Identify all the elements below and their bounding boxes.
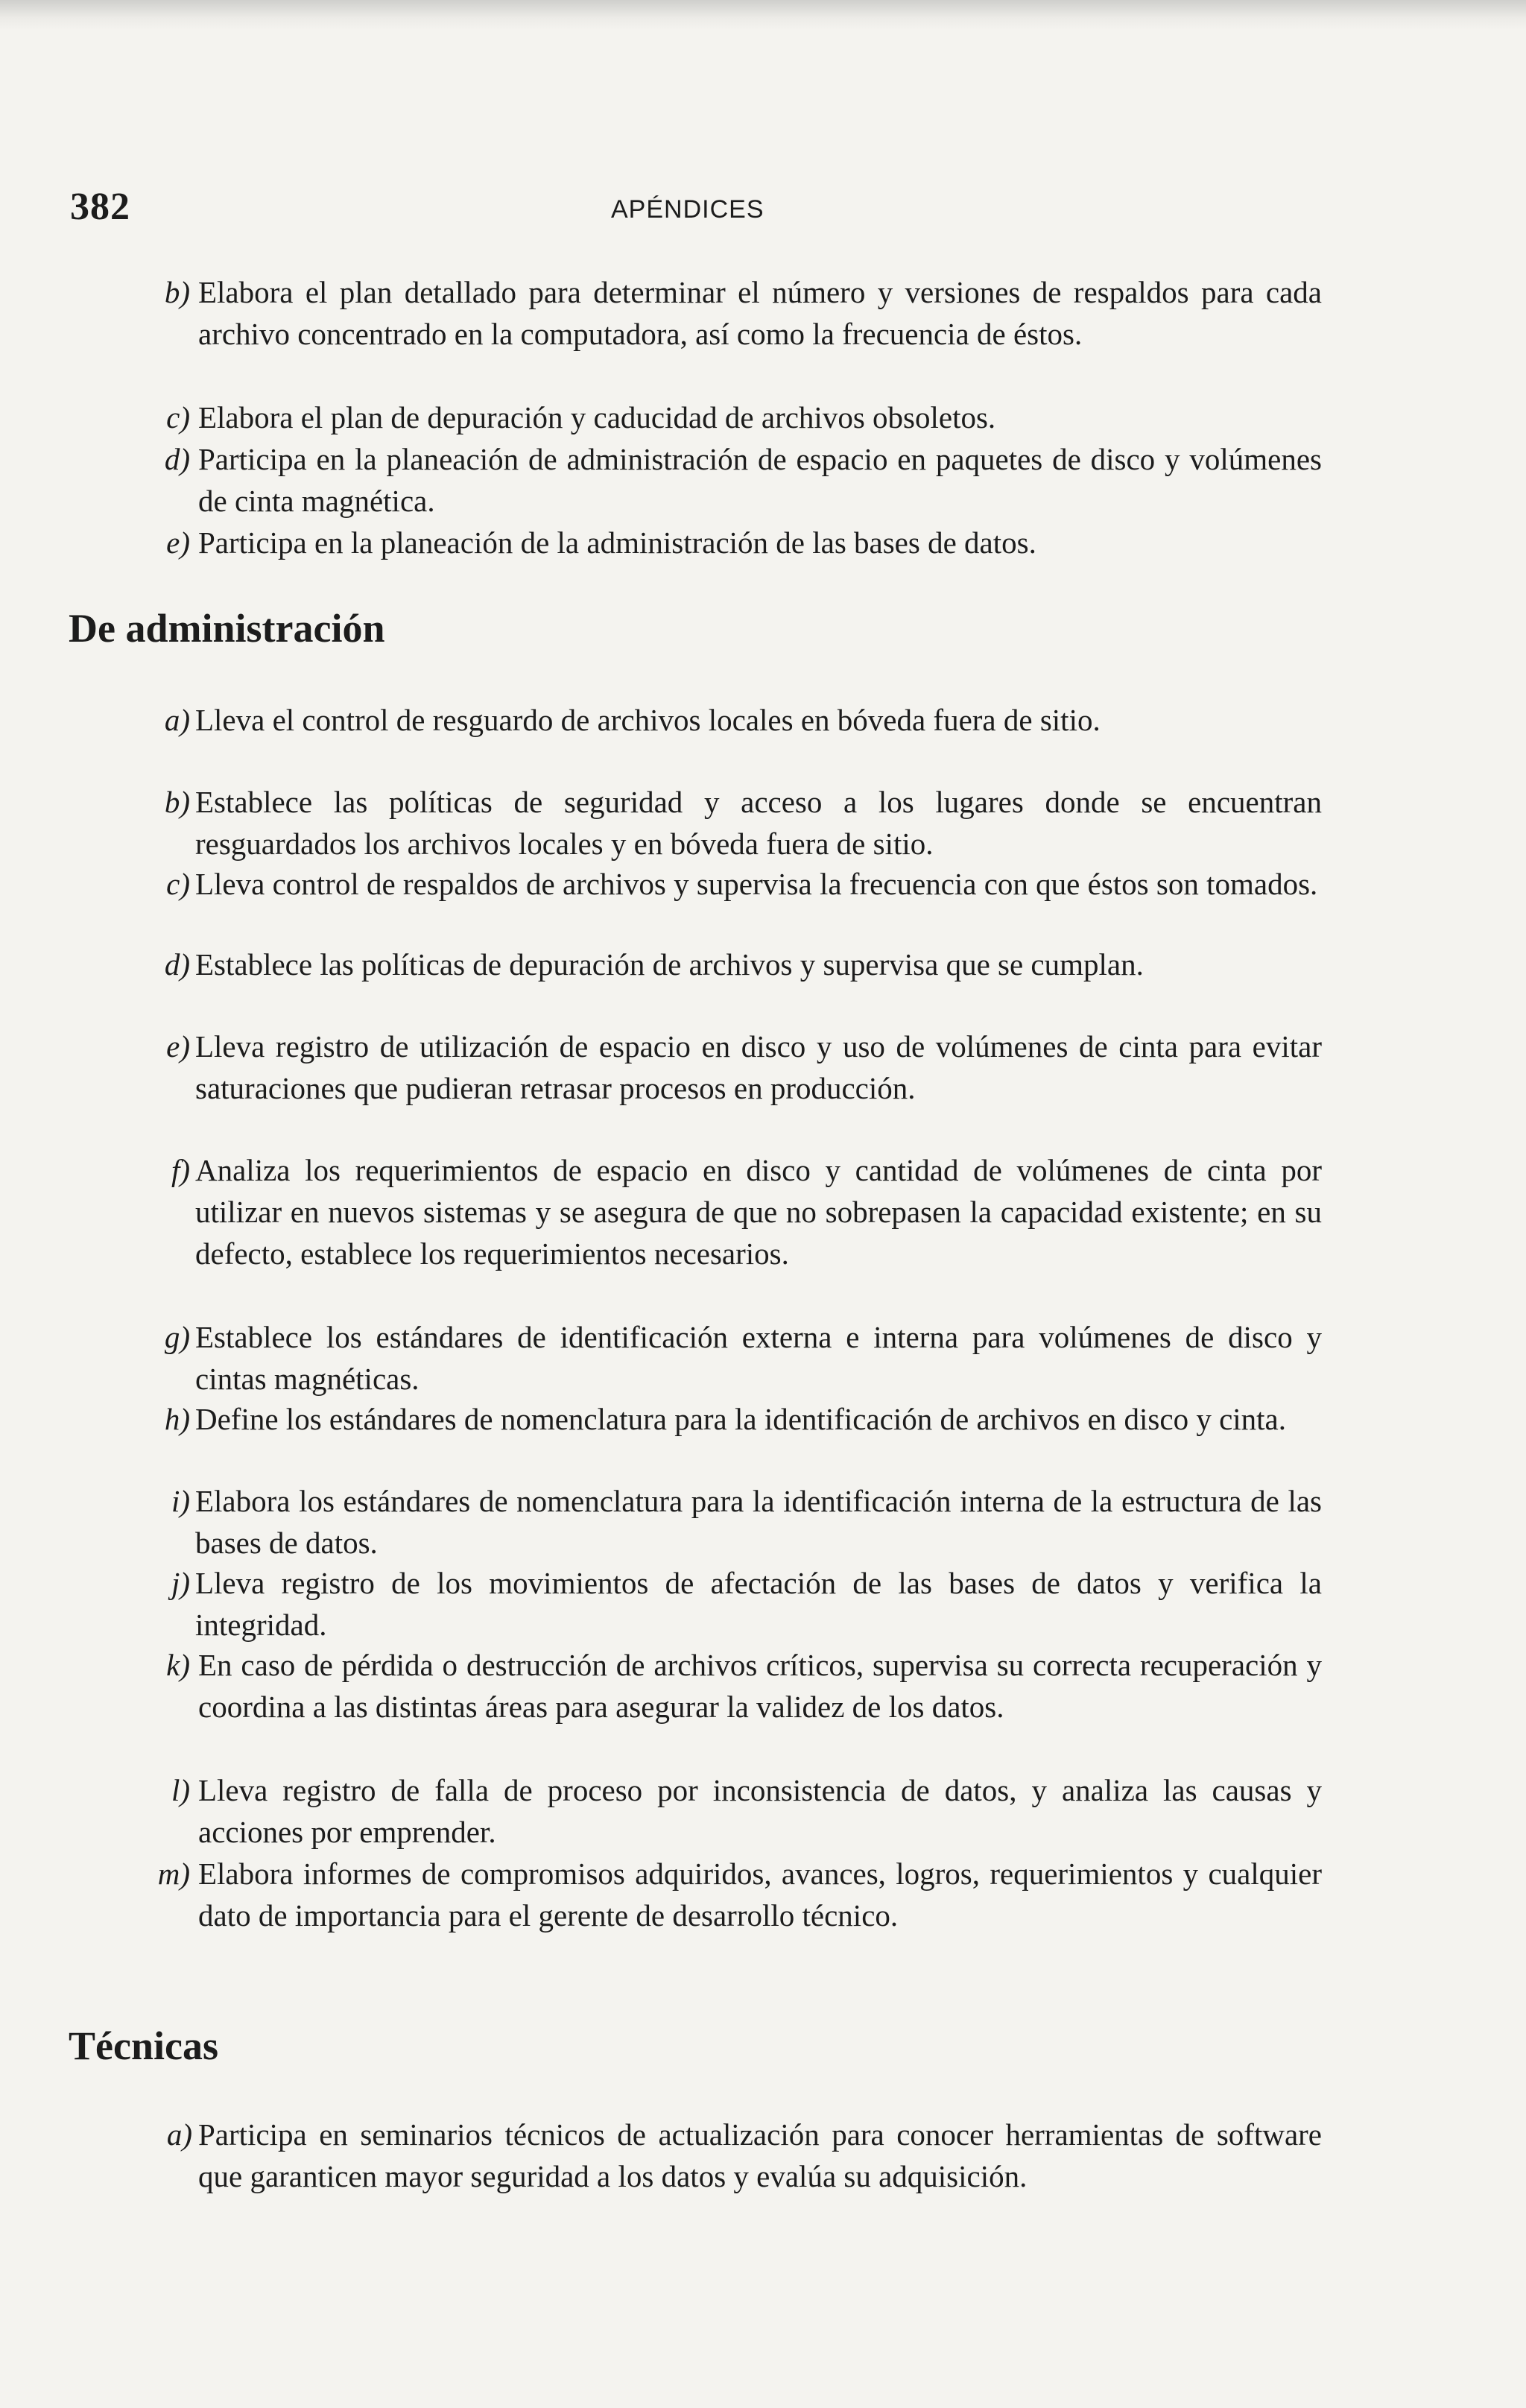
item-label: f) <box>171 1153 190 1187</box>
item-text: Lleva control de respaldos de archivos y supervisa la frecuencia con que éstos son tomados. <box>195 867 1318 901</box>
section-heading-administracion: De administración <box>69 606 385 651</box>
item-text: Analiza los requerimientos de espacio en disco y cantidad de volúmenes de cinta por utilizar en nuevos sistemas y se asegura de que no sobrepasen la capacidad existente; en su defecto, establece los requerimientos necesarios. <box>195 1153 1322 1271</box>
running-head: APÉNDICES <box>611 195 764 224</box>
item-text: Participa en seminarios técnicos de actualización para conocer herramientas de software que garanticen mayor seguridad a los datos y evalúa su adquisición. <box>198 2117 1322 2193</box>
item-text: Lleva registro de los movimientos de afectación de las bases de datos y verifica la integridad. <box>195 1566 1322 1642</box>
section-heading-tecnicas: Técnicas <box>69 2023 218 2068</box>
item-text: Elabora informes de compromisos adquiridos, avances, logros, requerimientos y cualquier dato de importancia para el gerente de desarrollo técnico. <box>198 1856 1322 1933</box>
item-label: k) <box>166 1648 190 1682</box>
item-label: g) <box>164 1320 190 1354</box>
item-text: Participa en la planeación de la administración de las bases de datos. <box>198 525 1036 560</box>
item-text: Establece las políticas de depuración de archivos y supervisa que se cumplan. <box>195 947 1144 982</box>
item-label: h) <box>164 1402 190 1436</box>
item-text: Lleva el control de resguardo de archivos locales en bóveda fuera de sitio. <box>195 703 1101 737</box>
item-text: Establece las políticas de seguridad y acceso a los lugares donde se encuentran resguardados los archivos locales y en bóveda fuera de sitio. <box>195 785 1322 861</box>
item-label: c) <box>166 867 190 901</box>
item-label: d) <box>164 442 190 476</box>
item-label: a) <box>166 2117 192 2152</box>
item-label: e) <box>166 525 190 560</box>
item-text: Lleva registro de falla de proceso por inconsistencia de datos, y analiza las causas y acciones por emprender. <box>198 1773 1322 1849</box>
item-label: d) <box>164 947 190 982</box>
item-label: e) <box>166 1029 190 1064</box>
item-text: Elabora el plan de depuración y caducidad de archivos obsoletos. <box>198 400 996 434</box>
item-text: En caso de pérdida o destrucción de archivos críticos, supervisa su correcta recuperación y coordina a las distintas áreas para asegurar la validez de los datos. <box>198 1648 1322 1724</box>
item-text: Establece los estándares de identificación externa e interna para volúmenes de disco y cintas magnéticas. <box>195 1320 1322 1396</box>
page-header <box>70 185 1337 237</box>
item-label: c) <box>166 400 190 434</box>
item-text: Define los estándares de nomenclatura para la identificación de archivos en disco y cinta. <box>195 1402 1287 1436</box>
item-text: Elabora los estándares de nomenclatura para la identificación interna de la estructura de las bases de datos. <box>195 1484 1322 1560</box>
item-label: a) <box>164 703 190 737</box>
item-label: l) <box>171 1773 190 1807</box>
item-label: i) <box>171 1484 190 1518</box>
page-number: 382 <box>70 186 130 228</box>
item-label: b) <box>164 275 190 309</box>
item-label: b) <box>164 785 190 819</box>
item-label: m) <box>157 1856 190 1891</box>
item-text: Lleva registro de utilización de espacio en disco y uso de volúmenes de cinta para evitar saturaciones que pudieran retrasar procesos en producción. <box>195 1029 1322 1105</box>
item-text: Participa en la planeación de administración de espacio en paquetes de disco y volúmenes de cinta magnética. <box>198 442 1322 518</box>
item-label: j) <box>171 1566 190 1600</box>
item-text: Elabora el plan detallado para determinar el número y versiones de respaldos para cada archivo concentrado en la computadora, así como la frecuencia de éstos. <box>198 275 1322 351</box>
scan-top-edge <box>0 0 1526 30</box>
